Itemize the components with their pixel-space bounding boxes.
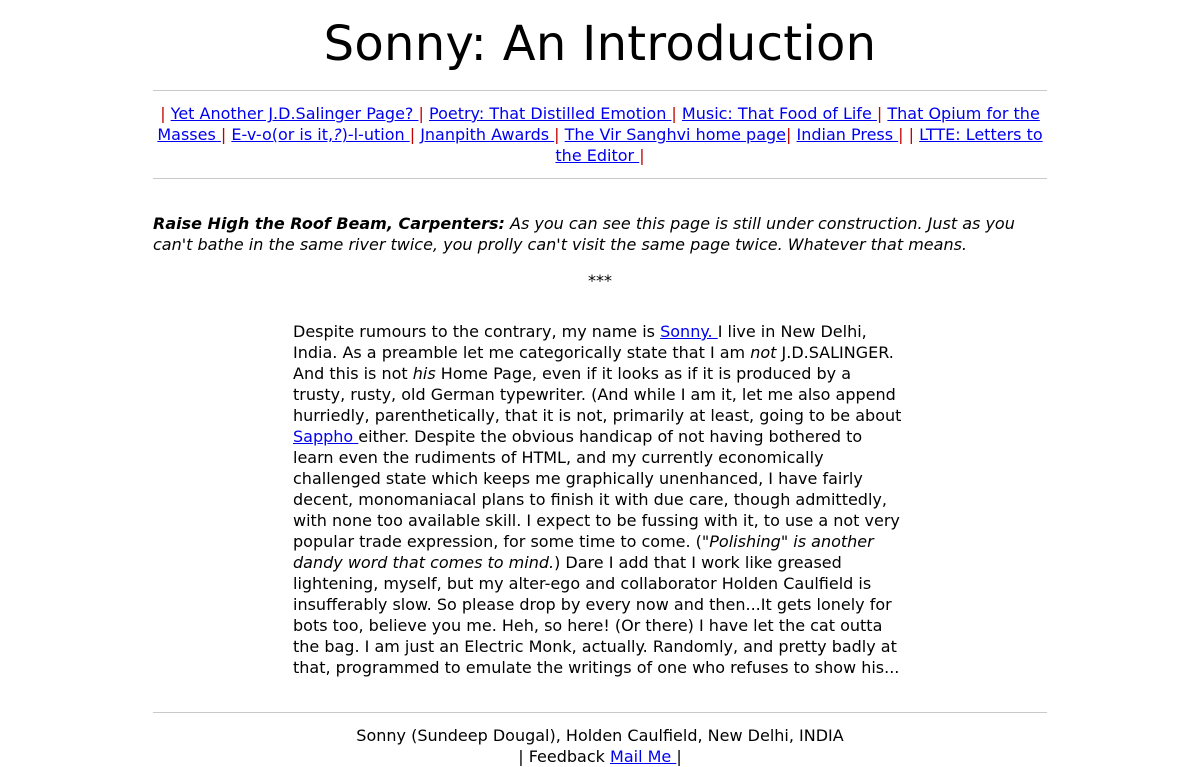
nav-link-evolution[interactable] — [231, 125, 409, 144]
footer — [153, 713, 1047, 767]
nav-link-evolution-part1: E-v-o(or is it, — [231, 125, 334, 144]
nav-separator: | — [409, 125, 416, 144]
body-text-6: ) Dare I add that I work like greased lightening, myself, but my alter-ego and collaborator Holden Caulfield is insufferably slow. So please drop by every now and then...It gets lonely for bots too, believe you me. Heh, so here! (Or there) I have let the cat outta the bag. I am just an Electric Monk, actually. Randomly, and pretty badly at that, programmed to emulate the writings of one who refuses to show his... — [293, 553, 900, 677]
nav-separator: | — [220, 125, 227, 144]
nav-link-jnanpith[interactable]: Jnanpith Awards — [420, 125, 555, 144]
nav-separator: | — [898, 125, 904, 144]
intro-lead: Raise High the Roof Beam, Carpenters: — [153, 214, 505, 233]
nav-links — [153, 91, 1047, 178]
nav-separator: | — [160, 104, 166, 123]
nav-divider — [153, 178, 1047, 179]
page-title: Sonny: An Introduction — [323, 16, 877, 72]
nav-separator: | — [639, 146, 645, 165]
nav-link-indian-press[interactable]: Indian Press — [796, 125, 899, 144]
nav-link-vir-sanghvi[interactable]: The Vir Sanghvi home page — [564, 125, 786, 144]
nav-separator: | — [671, 104, 677, 123]
sappho-link[interactable]: Sappho — [293, 427, 359, 446]
nav-separator: | — [418, 104, 424, 123]
nav-link-opium[interactable]: That Opium for the Masses — [157, 104, 1040, 144]
body-text-1: Despite rumours to the contrary, my name is — [293, 322, 661, 341]
mail-me-link[interactable]: Mail Me — [610, 747, 677, 766]
section-stars: *** — [588, 271, 612, 290]
nav-link-evolution-part2: )-l-ution — [341, 125, 410, 144]
body-text-5: either. Despite the obvious handicap of not having bothered to learn even the rudiments of HTML, and my currently economically challenged state which keeps me graphically unenhanced, I have fairly decent, monomaniacal plans to finish it with due care, though admittedly, with none too available skill. I expect to be fussing with it, to use a not very popular trade expression, for some time to come. ( — [293, 427, 900, 551]
nav-link-evolution-q: ? — [333, 125, 342, 144]
page — [153, 12, 1047, 767]
sonny-link[interactable]: Sonny. — [660, 322, 718, 341]
body-text-2: I live in New Delhi, India. As a preamble let me categorically state that I am — [293, 322, 867, 362]
body-emphasis-his: his — [412, 364, 436, 383]
nav-separator: | — [908, 125, 915, 144]
footer-credits: Sonny (Sundeep Dougal), Holden Caulfield, New Delhi, INDIA — [356, 726, 844, 745]
nav-separator: | — [786, 125, 792, 144]
body-emphasis-polishing: "Polishing" is another dandy word that comes to mind. — [293, 532, 874, 572]
intro-text: As you can see this page is still under construction. Just as you can't bathe in the same river twice, you prolly can't visit the same page twice. Whatever that means. — [153, 214, 1015, 254]
body-text-3: J.D.SALINGER. And this is not — [293, 343, 894, 383]
nav-separator: | — [554, 125, 560, 144]
nav-link-ltte[interactable]: LTTE: Letters to the Editor — [555, 125, 1043, 165]
intro-paragraph — [153, 213, 1047, 255]
body-text-4: Home Page, even if it looks as if it is produced by a trusty, rusty, old German typewriter. (And while I am it, let me also append hurriedly, parenthetically, that it is not, primarily at least, going to be about — [293, 364, 902, 425]
nav-link-music[interactable]: Music: That Food of Life — [681, 104, 877, 123]
footer-feedback — [153, 746, 1047, 767]
feedback-label: | Feedback — [518, 747, 611, 766]
nav-link-salinger[interactable]: Yet Another J.D.Salinger Page? — [170, 104, 419, 123]
body-text — [293, 321, 907, 678]
nav-link-poetry[interactable]: Poetry: That Distilled Emotion — [428, 104, 672, 123]
body-emphasis-not: not — [750, 343, 777, 362]
feedback-separator: | — [676, 747, 682, 766]
nav-separator: | — [876, 104, 883, 123]
